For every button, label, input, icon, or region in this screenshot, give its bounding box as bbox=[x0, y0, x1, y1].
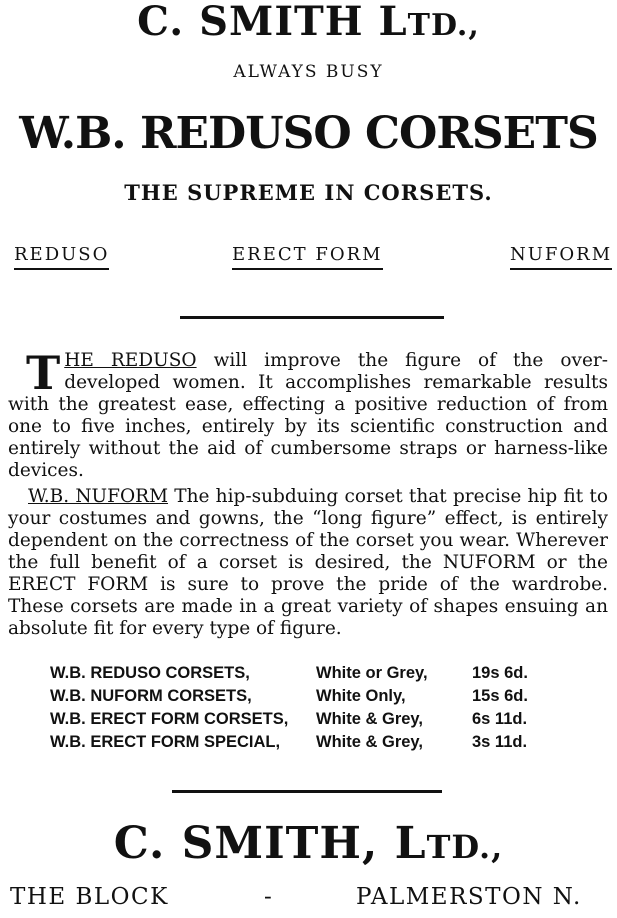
price-row bbox=[50, 708, 534, 731]
address-right: PALMERSTON N. bbox=[356, 884, 582, 910]
price-colour: White & Grey, bbox=[316, 710, 423, 728]
model-reduso: REDUSO bbox=[14, 244, 109, 270]
paragraph-nuform-lead: W.B. NUFORM bbox=[28, 486, 169, 507]
price-row bbox=[50, 685, 534, 708]
company-name-bottom: C. SMITH, LTD., bbox=[113, 818, 504, 869]
model-erect-form: ERECT FORM bbox=[232, 244, 383, 270]
price-item: W.B. REDUSO CORSETS, bbox=[50, 664, 250, 682]
price-item: W.B. NUFORM CORSETS, bbox=[50, 687, 252, 705]
price-row bbox=[50, 731, 534, 754]
price-item: W.B. ERECT FORM SPECIAL, bbox=[50, 733, 281, 751]
company-name-top: C. SMITH LTD., bbox=[137, 0, 480, 45]
address-separator: - bbox=[264, 884, 274, 910]
price-item: W.B. ERECT FORM CORSETS, bbox=[50, 710, 289, 728]
price-amount: 6s 11d. bbox=[472, 710, 528, 728]
paragraph-nuform-text: The hip-subduing corset that precise hip fit to your costumes and gowns, the “long figure” effect, is entirely dependent on the correctness of the corset you wear. Wherever the full benefit of a corset is desired, the NUFORM or the ERECT FORM is sure to prove the pride of the wardrobe. These corsets are made in a great variety of shapes ensuing an absolute fit for every type of figure. bbox=[8, 486, 608, 639]
subheadline: THE SUPREME IN CORSETS. bbox=[124, 180, 493, 205]
model-nuform: NUFORM bbox=[510, 244, 612, 270]
price-colour: White & Grey, bbox=[316, 733, 423, 751]
price-amount: 19s 6d. bbox=[472, 664, 528, 682]
divider-bottom bbox=[172, 790, 442, 793]
paragraph-nuform bbox=[8, 486, 608, 640]
price-amount: 15s 6d. bbox=[472, 687, 528, 705]
tagline: ALWAYS BUSY bbox=[233, 62, 384, 82]
price-colour: White Only, bbox=[316, 687, 406, 705]
price-list bbox=[50, 662, 534, 754]
address-left: THE BLOCK bbox=[10, 884, 169, 910]
divider-top bbox=[180, 316, 444, 319]
price-row bbox=[50, 662, 534, 685]
paragraph-reduso-lead: HE REDUSO bbox=[64, 350, 197, 371]
headline: W.B. REDUSO CORSETS bbox=[19, 108, 598, 159]
paragraph-reduso bbox=[8, 346, 608, 482]
paragraph-reduso-text: will improve the figure of the over-developed women. It accomplishes remarkable results with the greatest ease, effecting a positive reduction of from one to five inches, entirely by its scientific construction and entirely without the aid of cumbersome straps or harness-like devices. bbox=[8, 350, 608, 481]
dropcap: T bbox=[26, 346, 61, 400]
price-colour: White or Grey, bbox=[316, 664, 428, 682]
price-amount: 3s 11d. bbox=[472, 733, 528, 751]
